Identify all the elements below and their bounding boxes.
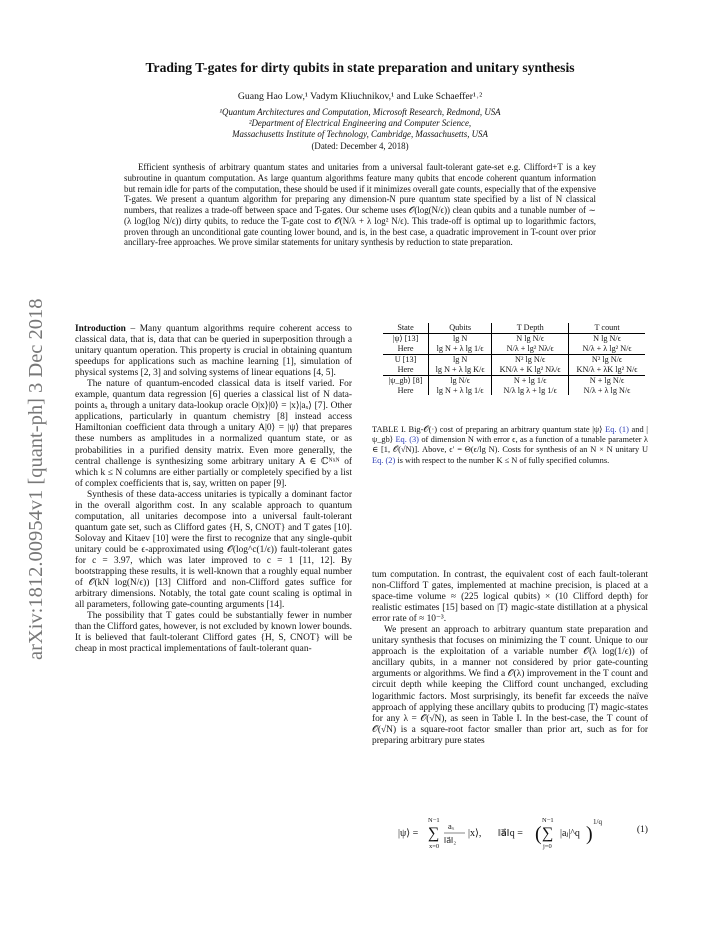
table-row xyxy=(383,386,645,396)
table-cell: N lg N/ϵ xyxy=(492,334,569,344)
caption-text: is with respect to the number K ≤ N of fully specified columns. xyxy=(395,455,610,465)
equation-1-svg xyxy=(398,814,618,854)
eq-power: 1/q xyxy=(593,818,602,826)
left-column xyxy=(75,324,352,655)
table-cell: N² lg N/ϵ xyxy=(591,354,623,364)
table-cell: |ψ_gb⟩ [8] xyxy=(383,375,429,385)
table-cell: lg N xyxy=(429,354,492,364)
eq-sum1-symbol: ∑ xyxy=(428,825,440,842)
eq-inner: |aⱼ|^q xyxy=(560,828,580,839)
intro-paragraph-4: The possibility that T gates could be substantially fewer in number than the Clifford gates, however, is not excluded by known lower bounds. It is believed that fault-tolerant Clifford gates {H, S, CNOT} will be cheap in most practical implementations of fault-tolerant quan- xyxy=(75,611,353,655)
right-paragraph-2: We present an approach to arbitrary quantum state preparation and unitary synthesis that focuses on minimizing the T count. Unique to our approach is the exploitation of a variable number 𝒪(λ log(1/ϵ)) of ancillary qubits, in a manner not considered by prior gate-counting arguments or algorithms. We find a 𝒪(λ) improvement in the T count and circuit depth while keeping the Clifford count unchanged, excluding logarithmic factors. Most surprisingly, its benefit far exceeds the naïve approach of applying these ancillary qubits to producing |T⟩ magic-states for any λ = 𝒪(√N), as seen in Table I. In the best-case, the T count of 𝒪(√N) is a square-root factor smaller than prior art, such as for for preparing arbitrary pure states xyxy=(372,625,648,746)
table-row xyxy=(383,344,645,354)
table-cell: U [13] xyxy=(383,354,429,364)
table-cell: lg N + λ lg K/ϵ xyxy=(429,365,492,375)
abstract: Efficient synthesis of arbitrary quantum states and unitaries from a universal fault-tolerant gate-set e.g. Clifford+T is a key subroutine in quantum computation. As large quantum algorithms feature many qubits that encode coherent quantum information but remain idle for parts of the computation, these should be used if it minimizes overall gate counts, especially that of the expensive T-gates. We present a quantum algorithm for preparing any dimension-N pure quantum state specified by a list of N classical numbers, that realizes a trade-off between space and T-gates. Our scheme uses 𝒪(log(N/ϵ)) clean qubits and a tunable number of ∼ (λ log(log N/ϵ)) dirty qubits, to reduce the T-gate cost to 𝒪(N/λ + λ log² N/ϵ). This trade-off is optimal up to logarithmic factors, proven through an unconditional gate counting lower bound, and is, in the best case, a quadratic improvement in T-count over prior ancillary-free approaches. We prove similar statements for unitary synthesis by reduction to state preparation. xyxy=(124,162,596,248)
dated-line: (Dated: December 4, 2018) xyxy=(311,141,409,151)
arxiv-stamp xyxy=(8,250,52,670)
table-cell: KN/λ + K lg² Nλ/ϵ xyxy=(492,365,569,375)
caption-label: TABLE I. xyxy=(372,425,406,434)
table-cell: N/λ + lg² Nλ/ϵ xyxy=(492,344,569,354)
arxiv-stamp-svg xyxy=(8,250,52,670)
eq-sum2-bottom: j=0 xyxy=(543,843,552,850)
intro-paragraph-1 xyxy=(75,324,352,379)
right-paragraph-1: tum computation. In contrast, the equivalent cost of each fault-tolerant non-Clifford T gates, implemented at machine precision, is placed at a space-time volume ≈ (225 logical qubits) × (10 Clifford depth) for realistic estimates [15] based on |T⟩ magic-state distillation at a physical error rate of ≈ 10⁻³. xyxy=(372,570,648,625)
table-cell: lg N xyxy=(429,334,492,344)
table-cell: lg N + λ lg 1/ϵ xyxy=(429,386,492,396)
table-row xyxy=(383,365,645,375)
equation-number: (1) xyxy=(636,824,648,835)
table-cell: Here xyxy=(383,365,429,375)
table-cell: Here xyxy=(383,386,429,396)
equation-link-2[interactable]: Eq. (2) xyxy=(372,455,396,465)
arxiv-stamp-text: arXiv:1812.00954v1 [quant-ph] 3 Dec 2018 xyxy=(25,298,47,660)
table-cell: N + lg 1/ϵ xyxy=(492,375,569,385)
eq-frac-num: aₓ xyxy=(448,821,455,831)
equation-1 xyxy=(398,814,648,854)
table-cell: lg N + λ lg 1/ϵ xyxy=(429,344,492,354)
intro-paragraph-1-text: – Many quantum algorithms require coherent access to classical data, that is, data that can be queried in superposition through a unitary quantum operation. This property is crucial in obtaining quantum speedups for applications such as machine learning [1], simulation of physical systems [2, 3] and solving systems of linear equations [4, 5]. xyxy=(75,324,352,379)
eq-sum2-top: N−1 xyxy=(542,817,554,824)
table-row xyxy=(383,334,645,344)
table-caption xyxy=(372,425,648,466)
table-cell: |ψ⟩ [13] xyxy=(383,334,429,344)
affiliation-3: Massachusetts Institute of Technology, Cambridge, Massachusetts, USA xyxy=(232,129,488,139)
eq-sum2-symbol: ∑ xyxy=(542,825,554,842)
eq-frac-den: ‖a⃗‖₂ xyxy=(444,836,457,845)
table-cell: N/λ + λ lg² N/ϵ xyxy=(569,344,645,354)
table-cell: N/λ lg λ + lg 1/ϵ xyxy=(492,386,569,396)
table-row xyxy=(383,375,645,385)
table-cell: lg N/ϵ xyxy=(429,375,492,385)
eq-open-paren: ( xyxy=(535,823,542,845)
table-cell: N² lg N/ϵ xyxy=(492,354,569,364)
caption-text: Big-𝒪(·) cost of preparing an arbitrary quantum state |ψ⟩ xyxy=(405,425,606,434)
affiliation-1: ¹Quantum Architectures and Computation, Microsoft Research, Redmond, USA xyxy=(219,107,501,117)
paper-title: Trading T-gates for dirty qubits in state preparation and unitary synthesis xyxy=(145,60,575,75)
eq-sum1-top: N−1 xyxy=(428,817,440,824)
eq-lhs: |ψ⟩ = xyxy=(398,828,419,839)
eq-sum1-bottom: x=0 xyxy=(429,843,440,850)
intro-heading: Introduction xyxy=(75,324,126,334)
table-cell: N + lg N/ϵ xyxy=(589,375,625,385)
equation-link-1[interactable]: Eq. (1) xyxy=(605,425,629,434)
intro-paragraph-3: Synthesis of these data-access unitaries is typically a dominant factor in the overall algorithm cost. In any scalable approach to quantum computation, all unitaries decompose into a universal fault-tolerant quantum gate set, such as Clifford gates {H, S, CNOT} and T gates [10]. Solovay and Kitaev [10] were the first to recognize that any single-qubit unitary could be ϵ-approximated using 𝒪(log^c(1/ϵ)) fault-tolerant gates for c = 3.97, which was later improved to c = 1 [11, 12]. By bootstrapping these results, it is well-known that a roughly equal number of 𝒪(kN log(N/ϵ)) [13] Clifford and non-Clifford gates suffice for arbitrary dimensions. Notably, the total gate count scaling is optimal in all parameters, following gate-counting arguments [14]. xyxy=(75,489,352,611)
eq-norm: ‖a⃗‖q = xyxy=(498,828,523,839)
table-header-cell: T count xyxy=(569,323,645,334)
table-header-cell: State xyxy=(383,323,429,334)
table-header-cell: Qubits xyxy=(429,323,492,334)
caption-text: of dimension N with error ϵ, as a function of a tunable parameter λ ∈ [1, 𝒪(√N)]. Above, ϵ′ = Θ(ϵ/lg N). Costs for synthesis of an N × N unitary U xyxy=(372,435,648,455)
table-cell: KN/λ + λK lg² N/ϵ xyxy=(569,365,645,375)
table-row xyxy=(383,354,645,364)
eq-close-paren: ) xyxy=(586,823,593,845)
affiliation-2: ²Department of Electrical Engineering and Computer Science, xyxy=(248,118,472,128)
caption-text: and |ψ_gb⟩ xyxy=(372,425,648,445)
table-header-row xyxy=(383,323,645,334)
affiliations xyxy=(75,107,645,140)
eq-ket: |x⟩, xyxy=(468,828,482,839)
cost-table xyxy=(383,323,645,395)
equation-link-3[interactable]: Eq. (3) xyxy=(395,435,419,445)
author-list: Guang Hao Low,¹ Vadym Kliuchnikov,¹ and Luke Schaeffer¹˒² xyxy=(237,91,483,102)
table-cell: N lg N/ϵ xyxy=(593,334,622,343)
table-header-cell: T Depth xyxy=(492,323,569,334)
intro-paragraph-2: The nature of quantum-encoded classical data is itself varied. For example, quantum data regression [6] queries a classical list of N data-points aₓ through a unitary data-lookup oracle O|x⟩|0⟩ = |x⟩|aₓ⟩ [7]. Other applications, particularly in quantum chemistry [8] instead access Hamiltonian coefficient data through a unitary A|0⟩ = |ψ⟩ that prepares these numbers as amplitudes in a normalized quantum state, or as probabilities in a purified density matrix. Even more generally, the central challenge is synthesizing some arbitrary unitary A ∈ ℂᴺˣᴺ of which k ≤ N columns are either partially or completely specified by a list of complex coefficients that is, say, written on paper [9]. xyxy=(75,379,352,489)
table-cell: Here xyxy=(383,344,429,354)
right-column xyxy=(372,570,648,747)
table-cell: N/λ + λ lg N/ϵ xyxy=(583,385,631,395)
